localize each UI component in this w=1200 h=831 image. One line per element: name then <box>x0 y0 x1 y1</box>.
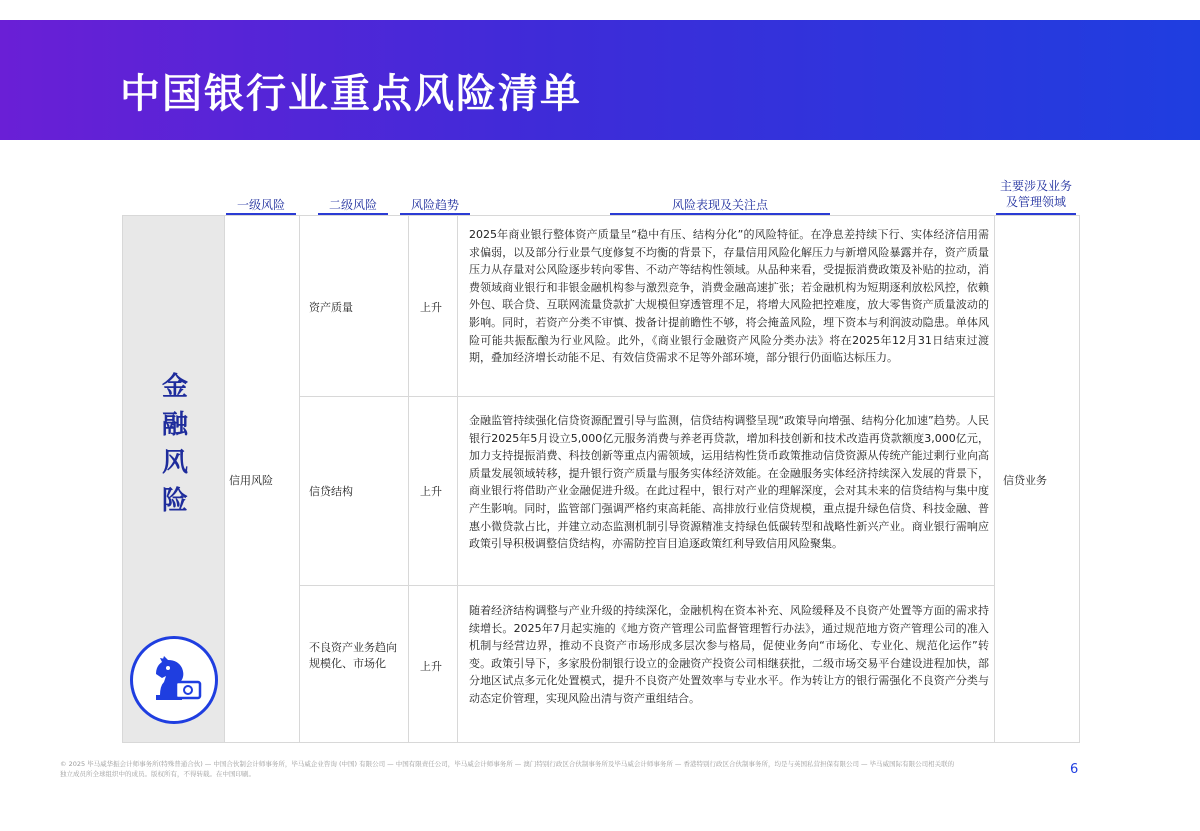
table-row-1-trend: 上升 <box>420 301 442 314</box>
page-title: 中国银行业重点风险清单 <box>120 71 582 117</box>
grid-vline <box>224 216 225 742</box>
page-number: 6 <box>1070 762 1079 777</box>
chess-knight-finance-icon <box>130 636 218 724</box>
table-row-2-trend: 上升 <box>420 485 442 498</box>
header-level1-risk: 一级风险 <box>236 198 285 212</box>
header-level2-risk: 二级风险 <box>328 198 377 212</box>
grid-vline <box>457 216 458 742</box>
table-row-2-description: 金融监管持续强化信贷资源配置引导与监测，信贷结构调整呈现“政策导向增强、结构分化加速”趋势。人民银行2025年5月设立5,000亿元服务消费与养老再贷款，增加科技创新和技术改造再贷款额度3,000亿元，加力支持提振消费、科技创新等重点内需领域，运用结构性货币政策推动信贷资源从传统产能过剩行业向高质量发展领域转移，提升银行资产质量与服务实体经济效能。在金融服务实体经济持续深入发展的背景下，商业银行将借助产业金融促进升级。在此过程中，银行对产业的理解深度，会对其未来的信贷结构与集中度产生影响。同时，监管部门强调严格约束高耗能、高排放行业信贷规模，重点提升绿色信贷、科技金融、普惠小微贷款占比，并建立动态监测机制引导资源精准支持绿色低碳转型和战略性新兴产业。商业银行需响应政策引导积极调整信贷结构，亦需防控盲目追逐政策红利导致信用风险聚集。 <box>469 414 989 551</box>
table-row-3-description: 随着经济结构调整与产业升级的持续深化，金融机构在资本补充、风险缓释及不良资产处置等方面的需求持续增长。2025年7月起实施的《地方资产管理公司监督管理暂行办法》，通过规范地方资产管理公司的准入机制与经营边界，推动不良资产市场形成多层次参与格局，促使业务向“市场化、专业化、规范化运作”转变。政策引导下，多家股份制银行设立的金融资产投资公司相继获批，二级市场交易平台建设进程加快，部分地区试点多元化处置模式，提升不良资产处置效率与专业水平。作为转让方的银行需强化不良资产分类与动态定价管理，实现风险出清与资产重组结合。 <box>469 604 989 705</box>
table-row-2-risk: 信贷结构 <box>309 485 353 498</box>
table-row-1-risk: 资产质量 <box>309 301 353 314</box>
table-row-3-trend: 上升 <box>420 660 442 673</box>
risk-table <box>122 215 1080 743</box>
grid-vline <box>994 216 995 742</box>
header-domain: 主要涉及业务 及管理领域 <box>999 179 1072 209</box>
level1-risk-label: 信用风险 <box>229 474 273 487</box>
footer-copyright: © 2025 毕马威华振会计师事务所(特殊普通合伙) — 中国合伙制会计师事务所，毕马威企业咨询 (中国) 有限公司 — 中国有限责任公司，毕马威会计师事务所 — 澳门特别行政区合伙制事务所及毕马威会计师事务所 — 香港特别行政区合伙制事务所，均是与英国私营担保有限公司 — 毕马威国际有限公司相关联的独立成员所全球组织中的成员。版权所有，不得转载。在中国印刷。 <box>60 760 955 778</box>
title-banner <box>0 20 1200 140</box>
header-description: 风险表现及关注点 <box>671 198 768 212</box>
grid-hline <box>299 585 994 586</box>
category-title: 金融风险 <box>161 372 188 516</box>
grid-vline <box>408 216 409 742</box>
category-column <box>123 216 224 742</box>
header-trend: 风险趋势 <box>410 198 459 212</box>
domain-value: 信贷业务 <box>1003 474 1047 487</box>
grid-hline <box>299 396 994 397</box>
grid-vline <box>299 216 300 742</box>
table-row-1-description: 2025年商业银行整体资产质量呈“稳中有压、结构分化”的风险特征。在净息差持续下行、实体经济信用需求偏弱，以及部分行业景气度修复不均衡的背景下，存量信用风险化解压力与新增风险暴露并存，资产质量压力从存量对公风险逐步转向零售、不动产等结构性领域。从品种来看，受提振消费政策及补贴的拉动，消费领域商业银行和非银金融机构参与激烈竞争，消费金融高速扩张；若金融机构为短期逐利放松风控，依赖外包、联合贷、互联网流量贷款扩大规模但穿透管理不足，将增大风险把控难度，放大零售资产质量波动的影响。同时，若资产分类不审慎、拨备计提前瞻性不够，将会掩盖风险，埋下资本与利润波动隐患。单体风险可能共振酝酿为行业风险。此外，《商业银行金融资产风险分类办法》将在2025年12月31日结束过渡期，叠加经济增长动能不足、有效信贷需求不足等外部环境，部分银行仍面临达标压力。 <box>469 228 989 365</box>
table-row-3-risk: 不良资产业务趋向规模化、市场化 <box>309 641 397 670</box>
